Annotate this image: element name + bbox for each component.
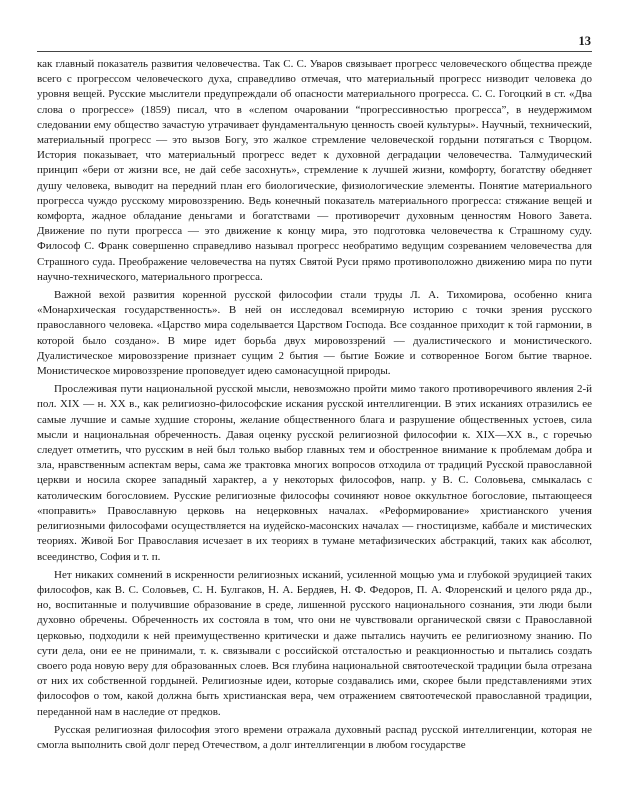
paragraph-3: Прослеживая пути национальной русской мысли, невозможно пройти мимо такого противоречивого явления 2-й пол. XIX — н. XX в., как религиозно-философские искания русской интеллигенции. В этих исканиях отразились ее самые лучшие и самые худшие стороны, желание общественного блага и разрушение общественных устоев, сила мысли и национальная обреченность. Давая оценку русской религиозной философии к. XIX—XX в., с горечью следует отметить, что русским в ней был только выбор главных тем и обостренное внимание к проблемам добра и зла, нравственным аспектам веры, сама же трактовка многих вопросов отходила от традиций Русской православной церкви и носила скорее западный характер, а у некоторых философов, напр. у В. С. Соловьева, смыкалась с католическим богословием. Русские религиозные философы сочиняют новое оккультное богословие, пытающееся «поправить» Православную церковь на нецерковных началах. «Реформирование» христианского учения религиозными философами осуществляется на иудейско-масонских началах — гностицизме, каббале и мистических теориях. Живой Бог Православия исчезает в их теориях в тумане метафизических абстракций, таких как абсолют, всеединство, София и т. п. [37,383,592,563]
page-number: 13 [578,34,591,48]
body-text [37,57,592,753]
header-rule [37,51,592,52]
paragraph-2: Важной вехой развития коренной русской философии стали труды Л. А. Тихомирова, особенно книга «Монархическая государственность». В ней он исследовал всемирную историю с точки зрения русского православного человека. «Царство мира соделывается Царством Господа. Все созданное приходит к той гармонии, в которой было создано». В мире идет борьба двух мировоззрений — дуалистического и монистического. Дуалистическое мировоззрение признает сущим 2 бытия — бытие Божие и сотворенное Богом бытие тварное. Монистическое мировоззрение проповедует идею самонасущной природы. [37,289,592,378]
paragraph-5: Русская религиозная философия этого времени отражала духовный распад русской интеллигенции, которая не смогла выполнить свой долг перед Отечеством, а долг интеллигенции в любом государстве [37,723,592,751]
paragraph-1: как главный показатель развития человечества. Так С. С. Уваров связывает прогресс человеческого общества прежде всего с прогрессом человеческого духа, справедливо отмечая, что материальный прогресс низводит человека до уровня вещей. Русские мыслители предупреждали об опасности материального прогресса. С. С. Гогоцкий в ст. «Два слова о прогрессе» (1859) писал, что в «слепом очаровании “прогрессивностью прогресса”, в неудержимом следовании ему общество зачастую утрачивает фундаментальную ценность своей культуры». Научный, технический, материальный прогресс — это вызов Богу, это жалкое стремление человеческой гордыни потягаться с Творцом. История показывает, что материальный прогресс ведет к духовной деградации человечества. Талмудический принцип «бери от жизни все, не дай себе засохнуть», стремление к лучшей жизни, комфорту, богатству обедняет душу человека, выводит на передний план его биологические, физиологические элементы. Понятие материального прогресса чуждо русскому мировоззрению. Ведь конечный показатель материального прогресса: стяжание вещей и комфорта, жадное обладание деньгами и богатствами — противоречит духовным ценностям Нового Завета. Движение по пути прогресса — это движение к концу мира, это подготовка человечества к Страшному суду. Философ С. Франк совершенно справедливо называл прогресс необратимо ведущим созреванием человечества для Страшного суда. Преображение человечества на путях Святой Руси прямо противоположно движению мира по пути научно-технического, материального прогресса. [37,58,592,283]
paragraph-4: Нет никаких сомнений в искренности религиозных исканий, усиленной мощью ума и глубокой эрудицией таких философов, как В. С. Соловьев, С. Н. Булгаков, Н. А. Бердяев, Н. Ф. Федоров, П. А. Флоренский и целого ряда др., но, воспитанные и получившие образование в среде, лишенной русского национального сознания, эти люди были духовно обречены. Обреченность их состояла в том, что они не чувствовали органической связи с Православной церковью, подходили к ней преимущественно критически и даже пытались научить ее религиозному знанию. По сути дела, они ее не принимали, т. к. связывали с российской отсталостью и реакционностью и пытались создать своего рода новую веру для образованных слоев. Вся глубина национальной святоотеческой традиции была отрезана от них их собственной гордыней. Религиозные идеи, которые создавались ими, скорее были представлениями этих философов о том, какой должна быть христианская вера, чем отражением святоотеческой православной традиции, переданной нам в наследие от предков. [37,568,592,718]
